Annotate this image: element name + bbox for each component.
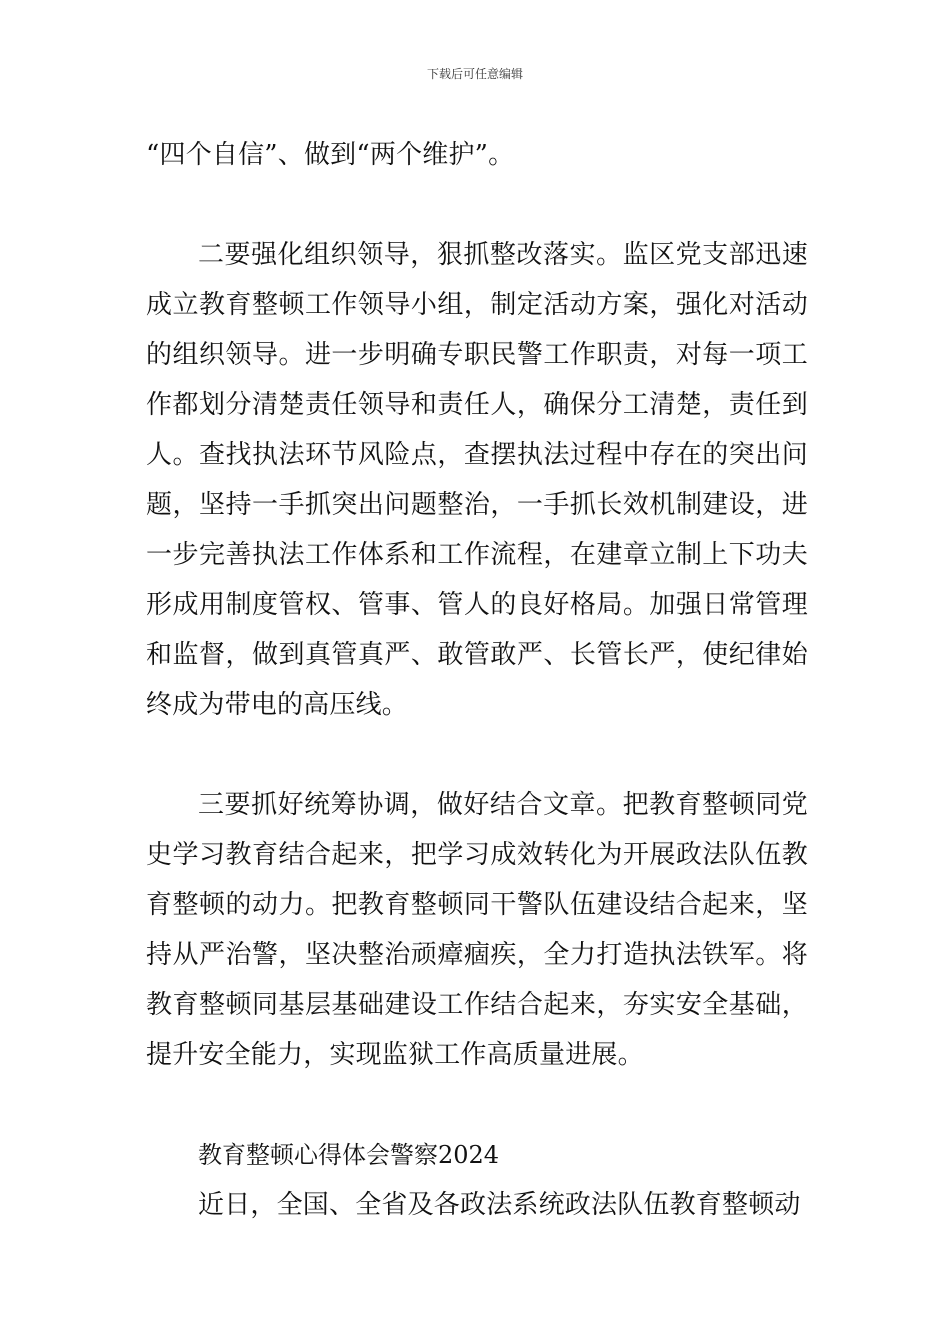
paragraph-coordination: 三要抓好统筹协调，做好结合文章。把教育整顿同党史学习教育结合起来，把学习成效转化为开展政法队伍教育整顿的动力。把教育整顿同干警队伍建设结合起来，坚持从严治警，坚决整治顽瘴痼疾，全力打造执法铁军。将教育整顿同基层基础建设工作结合起来，夯实安全基础，提升安全能力，实现监狱工作高质量进展。 [146, 790, 808, 1070]
section-title: 教育整顿心得体会警察2024 [198, 1141, 500, 1169]
paragraph-gap [146, 730, 808, 780]
paragraph-intro: 近日，全国、全省及各政法系统政法队伍教育整顿动 [198, 1190, 801, 1220]
paragraph-gap [146, 1080, 808, 1130]
paragraph-gap [146, 180, 808, 230]
paragraph-organization-leadership: 二要强化组织领导，狠抓整改落实。监区党支部迅速成立教育整顿工作领导小组，制定活动方案，强化对活动的组织领导。进一步明确专职民警工作职责，对每一项工作都划分清楚责任领导和责任人，确保分工清楚，责任到人。查找执法环节风险点，查摆执法过程中存在的突出问题，坚持一手抓突出问题整治，一手抓长效机制建设，进一步完善执法工作体系和工作流程，在建章立制上下功夫形成用制度管权、管事、管人的良好格局。加强日常管理和监督，做到真管真严、敢管敢严、长管长严，使纪律始终成为带电的高压线。 [146, 240, 808, 720]
paragraph-continuation: “四个自信”、做到“两个维护”。 [146, 140, 515, 170]
page-header: 下载后可任意编辑 [426, 67, 523, 81]
document-body [146, 130, 808, 1230]
